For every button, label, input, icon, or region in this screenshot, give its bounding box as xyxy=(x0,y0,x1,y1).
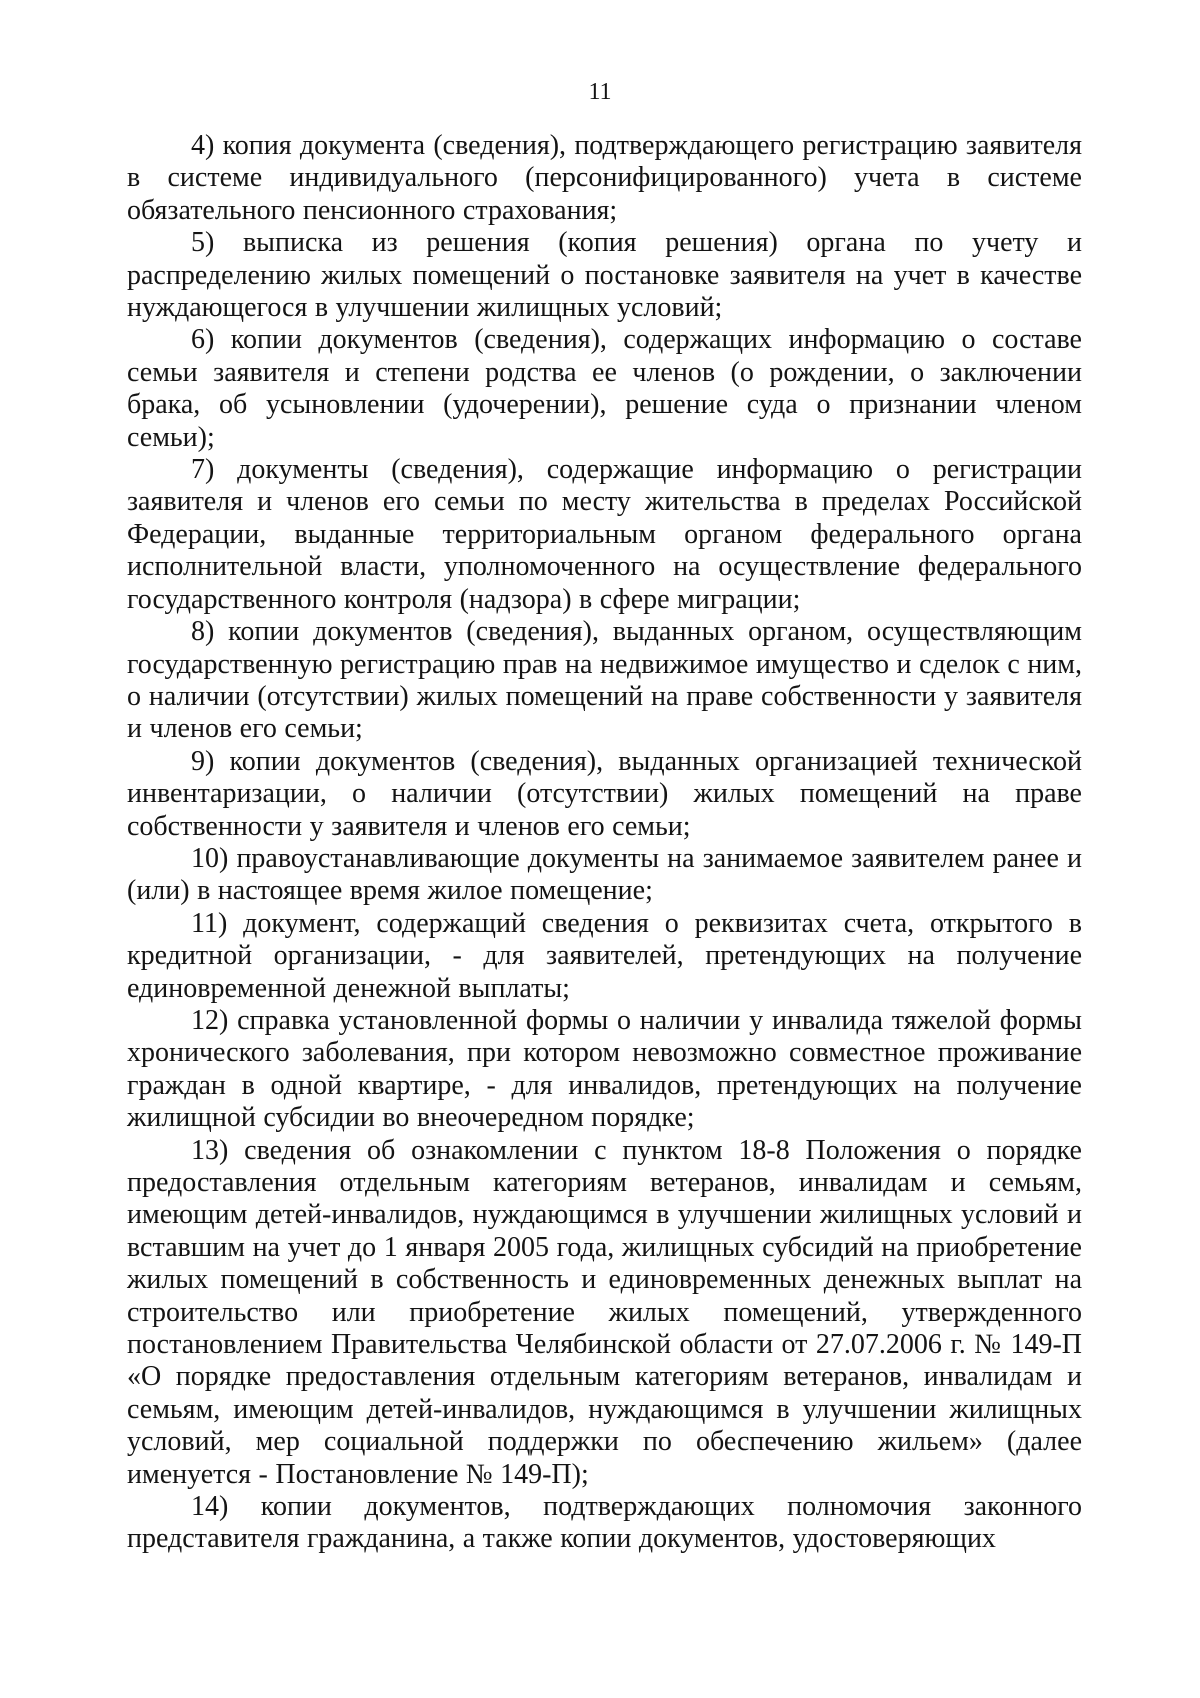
document-body xyxy=(127,130,1082,1556)
page-number: 11 xyxy=(588,79,612,105)
list-item-12: 12) справка установленной формы о наличии у инвалида тяжелой формы хронического заболевания, при котором невозможно совместное проживание граждан в одной квартире, - для инвалидов, претендующих на получение жилищной субсидии во внеочередном порядке; xyxy=(127,1004,1082,1134)
list-item-11: 11) документ, содержащий сведения о реквизитах счета, открытого в кредитной организации, - для заявителей, претендующих на получение единовременной денежной выплаты; xyxy=(127,907,1082,1004)
list-item-4: 4) копия документа (сведения), подтверждающего регистрацию заявителя в системе индивидуального (персонифицированного) учета в системе обязательного пенсионного страхования; xyxy=(127,130,1082,226)
list-item-13: 13) сведения об ознакомлении с пунктом 18-8 Положения о порядке предоставления отдельным категориям ветеранов, инвалидам и семьям, имеющим детей-инвалидов, нуждающимся в улучшении жилищных условий и вставшим на учет до 1 января 2005 года, жилищных субсидий на приобретение жилых помещений в собственность и единовременных денежных выплат на строительство или приобретение жилых помещений, утвержденного постановлением Правительства Челябинской области от 27.07.2006 г. № 149-П «О порядке предоставления отдельным категориям ветеранов, инвалидам и семьям, имеющим детей-инвалидов, нуждающимся в улучшении жилищных условий, мер социальной поддержки по обеспечению жильем» (далее именуется - Постановление № 149-П); xyxy=(127,1134,1082,1490)
list-item-9: 9) копии документов (сведения), выданных организацией технической инвентаризации, о наличии (отсутствии) жилых помещений на праве собственности у заявителя и членов его семьи; xyxy=(127,745,1082,842)
list-item-14: 14) копии документов, подтверждающих полномочия законного представителя гражданина, а также копии документов, удостоверяющих xyxy=(127,1491,1082,1555)
list-item-8: 8) копии документов (сведения), выданных органом, осуществляющим государственную регистрацию прав на недвижимое имущество и сделок с ним, о наличии (отсутствии) жилых помещений на праве собственности у заявителя и членов его семьи; xyxy=(127,616,1082,745)
list-item-6: 6) копии документов (сведения), содержащих информацию о составе семьи заявителя и степени родства ее членов (о рождении, о заключении брака, об усыновлении (удочерении), решение суда о признании членом семьи); xyxy=(127,324,1082,453)
list-item-5: 5) выписка из решения (копия решения) органа по учету и распределению жилых помещений о постановке заявителя на учет в качестве нуждающегося в улучшении жилищных условий; xyxy=(127,227,1082,324)
list-item-10: 10) правоустанавливающие документы на занимаемое заявителем ранее и (или) в настоящее время жилое помещение; xyxy=(127,842,1082,907)
list-item-7: 7) документы (сведения), содержащие информацию о регистрации заявителя и членов его семьи по месту жительства в пределах Российской Федерации, выданные территориальным органом федерального органа исполнительной власти, уполномоченного на осуществление федерального государственного контроля (надзора) в сфере миграции; xyxy=(127,454,1082,615)
